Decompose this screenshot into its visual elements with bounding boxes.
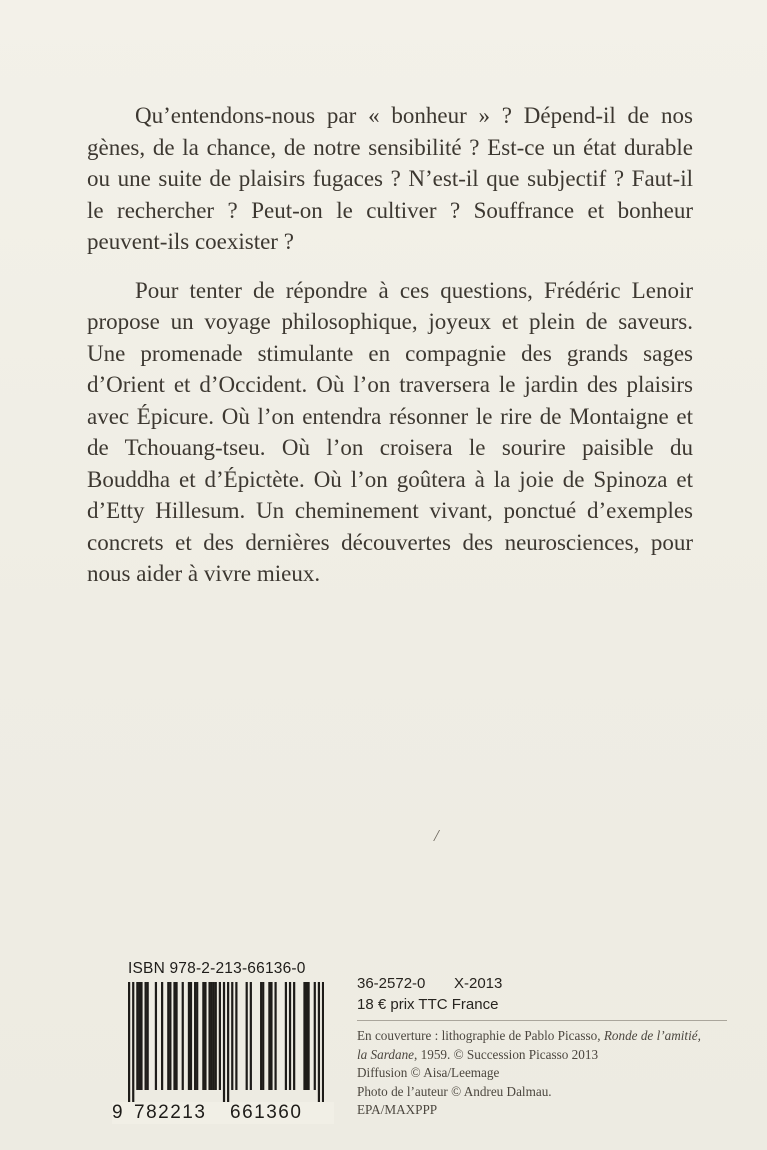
barcode-bar [194,982,196,1090]
artwork-title-part-2: la Sardane [357,1046,415,1062]
edition-code: X-2013 [454,975,503,992]
divider [357,1020,727,1021]
barcode-bar [227,982,229,1104]
barcode-bar [136,982,138,1090]
barcode-bar [196,982,198,1090]
barcode-bar [161,982,163,1090]
barcode-bar [204,982,206,1090]
barcode-bar [208,982,210,1090]
barcode-bar [140,982,142,1090]
price-label: 18 € prix TTC France [357,996,499,1013]
barcode-bar [262,982,264,1090]
barcode-bar [274,982,276,1090]
publisher-mark: / [434,826,439,845]
barcode-digit-lead: 9 [112,1102,123,1123]
barcode-bar [145,982,147,1090]
credits-line-3: Diffusion © Aisa/Leemage [357,1065,500,1080]
barcode-bar [175,982,177,1090]
credits-line-2 [357,1046,732,1065]
barcode-bar [285,982,287,1090]
barcode-bar [318,982,320,1104]
barcode-bar [213,982,215,1090]
barcode-bar [173,982,175,1090]
barcode-bar [169,982,171,1090]
price-codes [357,973,502,1015]
back-cover-blurb [87,100,693,590]
barcode-bar [314,982,316,1090]
barcode-bar [215,982,217,1090]
credits-line-1-prefix: En couverture : lithographie de Pablo Picasso, [357,1028,604,1043]
reference-code: 36-2572-0 [357,975,426,992]
barcode-bar [219,982,221,1090]
barcode-bar [182,982,184,1090]
barcode-bar [322,982,324,1104]
credits [357,1027,732,1120]
barcode-bar [246,982,248,1090]
isbn-label: ISBN 978-2-213-66136-0 [128,960,306,977]
credits-line-1 [357,1027,732,1046]
blurb-paragraph-1: Qu’entendons-nous par « bonheur » ? Dépend-il de nos gènes, de la chance, de notre sensibilité ? Est-ce un état durable ou une suite de plaisirs fugaces ? N’est-il que subjectif ? Faut-il le rechercher ? Peut-on le cultiver ? Souffrance et bonheur peuvent-ils coexister ? [87,103,693,254]
barcode-digits-group-1: 782213 [134,1102,207,1123]
barcode-bars [128,982,324,1104]
barcode-bar [190,982,192,1090]
barcode-bar [231,982,233,1090]
barcode-bar [147,982,149,1090]
blurb-paragraph-2: Pour tenter de répondre à ces questions, Frédéric Lenoir propose un voyage philosophique, joyeux et plein de saveurs. Une promenade stimulante en compagnie des grands sages d’Orient et d’Occident. Où l’on traversera le jardin des plaisirs avec Épicure. Où l’on entendra résonner le rire de Montaigne et de Tchouang-tseu. Où l’on croisera le sourire paisible du Bouddha et d’Épictète. Où l’on goûtera à la joie de Spinoza et d’Etty Hillesum. Un cheminement vivant, ponctué d’exemples concrets et des dernières découvertes des neurosciences, pour nous aider à vivre mieux. [87,277,693,586]
barcode-bar [250,982,252,1090]
barcode-digits [112,1102,334,1124]
barcode-bar [167,982,169,1090]
codes-row [357,973,502,994]
barcode-bar [138,982,140,1090]
artwork-title-part-1: Ronde de l’amitié, [603,1028,701,1043]
barcode-bar [235,982,237,1090]
barcode-digits-group-2: 661360 [230,1102,303,1123]
barcode-bar [188,982,190,1090]
credits-line-2-rest: , 1959. © Succession Picasso 2013 [414,1046,599,1062]
barcode-bar [307,982,309,1090]
credits-line-5: EPA/MAXPPP [357,1102,438,1117]
barcode-bar [293,982,295,1090]
barcode-bar [260,982,262,1090]
barcode-bar [155,982,157,1090]
barcode-bar [305,982,307,1090]
barcode-bar [268,982,270,1090]
barcode-bar [202,982,204,1090]
barcode-bar [132,982,134,1104]
credits-line-4: Photo de l’auteur © Andreu Dalmau. [357,1083,552,1099]
barcode [128,982,324,1104]
barcode-bar [270,982,272,1090]
barcode-bar [211,982,213,1090]
barcode-bar [128,982,130,1104]
barcode-bar [289,982,291,1090]
barcode-bar [223,982,225,1104]
barcode-bar [303,982,305,1090]
